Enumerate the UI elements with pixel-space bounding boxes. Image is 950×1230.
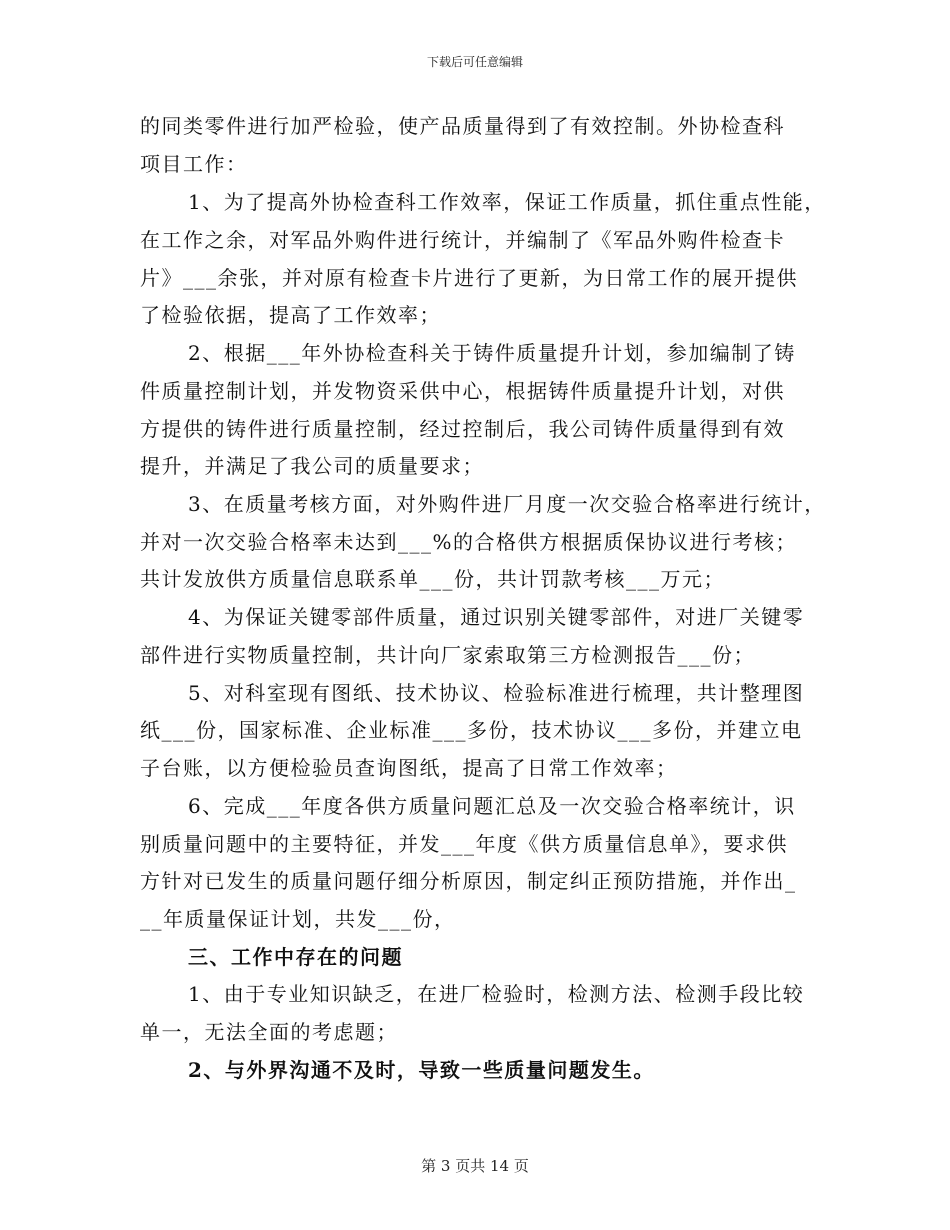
text-line: 在工作之余，对军品外购件进行统计，并编制了《军品外购件检查卡 — [140, 228, 785, 252]
text-line: 部件进行实物质量控制，共计向厂家索取第三方检测报告___份； — [140, 643, 755, 667]
text-line: 5、对科室现有图纸、技术协议、检验标准进行梳理，共计整理图 — [188, 681, 805, 705]
text-line: 了检验依据，提高了工作效率； — [140, 303, 441, 327]
text-line: 纸___份，国家标准、企业标准___多份，技术协议___多份，并建立电 — [140, 718, 803, 742]
text-line: __年质量保证计划，共发___份， — [140, 907, 456, 931]
text-line: 方针对已发生的质量问题仔细分析原因，制定纠正预防措施，并作出_ — [140, 869, 797, 893]
text-line: 的同类零件进行加严检验，使产品质量得到了有效控制。外协检查科 — [140, 114, 785, 138]
text-line: 子台账，以方便检验员查询图纸，提高了日常工作效率； — [140, 756, 678, 780]
text-line: 1、由于专业知识缺乏，在进厂检验时，检测方法、检测手段比较 — [188, 982, 805, 1006]
text-line: 6、完成___年度各供方质量问题汇总及一次交验合格率统计，识 — [188, 794, 796, 818]
page-header: 下载后可任意编辑 — [426, 55, 523, 69]
text-line: 别质量问题中的主要特征，并发___年度《供方质量信息单》，要求供 — [140, 832, 788, 856]
text-line: 4、为保证关键零部件质量，通过识别关键零部件，对进厂关键零 — [188, 605, 805, 629]
text-line: 项目工作： — [140, 152, 248, 176]
text-line: 2、根据___年外协检查科关于铸件质量提升计划，参加编制了铸 — [188, 341, 796, 365]
text-line: 单一，无法全面的考虑题； — [140, 1020, 398, 1044]
text-line: 并对一次交验合格率未达到___%的合格供方根据质保协议进行考核； — [140, 530, 798, 554]
text-line: 共计发放供方质量信息联系单___份，共计罚款考核___万元； — [140, 567, 725, 591]
text-line: 方提供的铸件进行质量控制，经过控制后，我公司铸件质量得到有效 — [140, 417, 785, 441]
text-line: 片》___余张，并对原有检查卡片进行了更新，为日常工作的展开提供 — [140, 266, 798, 290]
text-line: 件质量控制计划，并发物资采供中心，根据铸件质量提升计划，对供 — [140, 379, 785, 403]
text-line: 1、为了提高外协检查科工作效率，保证工作质量，抓住重点性能， — [188, 190, 826, 214]
text-line: 提升，并满足了我公司的质量要求； — [140, 454, 484, 478]
text-line: 2、与外界沟通不及时，导致一些质量问题发生。 — [188, 1058, 655, 1082]
page-footer: 第 3 页共 14 页 — [421, 1157, 529, 1175]
section-heading: 三、工作中存在的问题 — [188, 945, 403, 969]
text-line: 3、在质量考核方面，对外购件进厂月度一次交验合格率进行统计， — [188, 492, 826, 516]
